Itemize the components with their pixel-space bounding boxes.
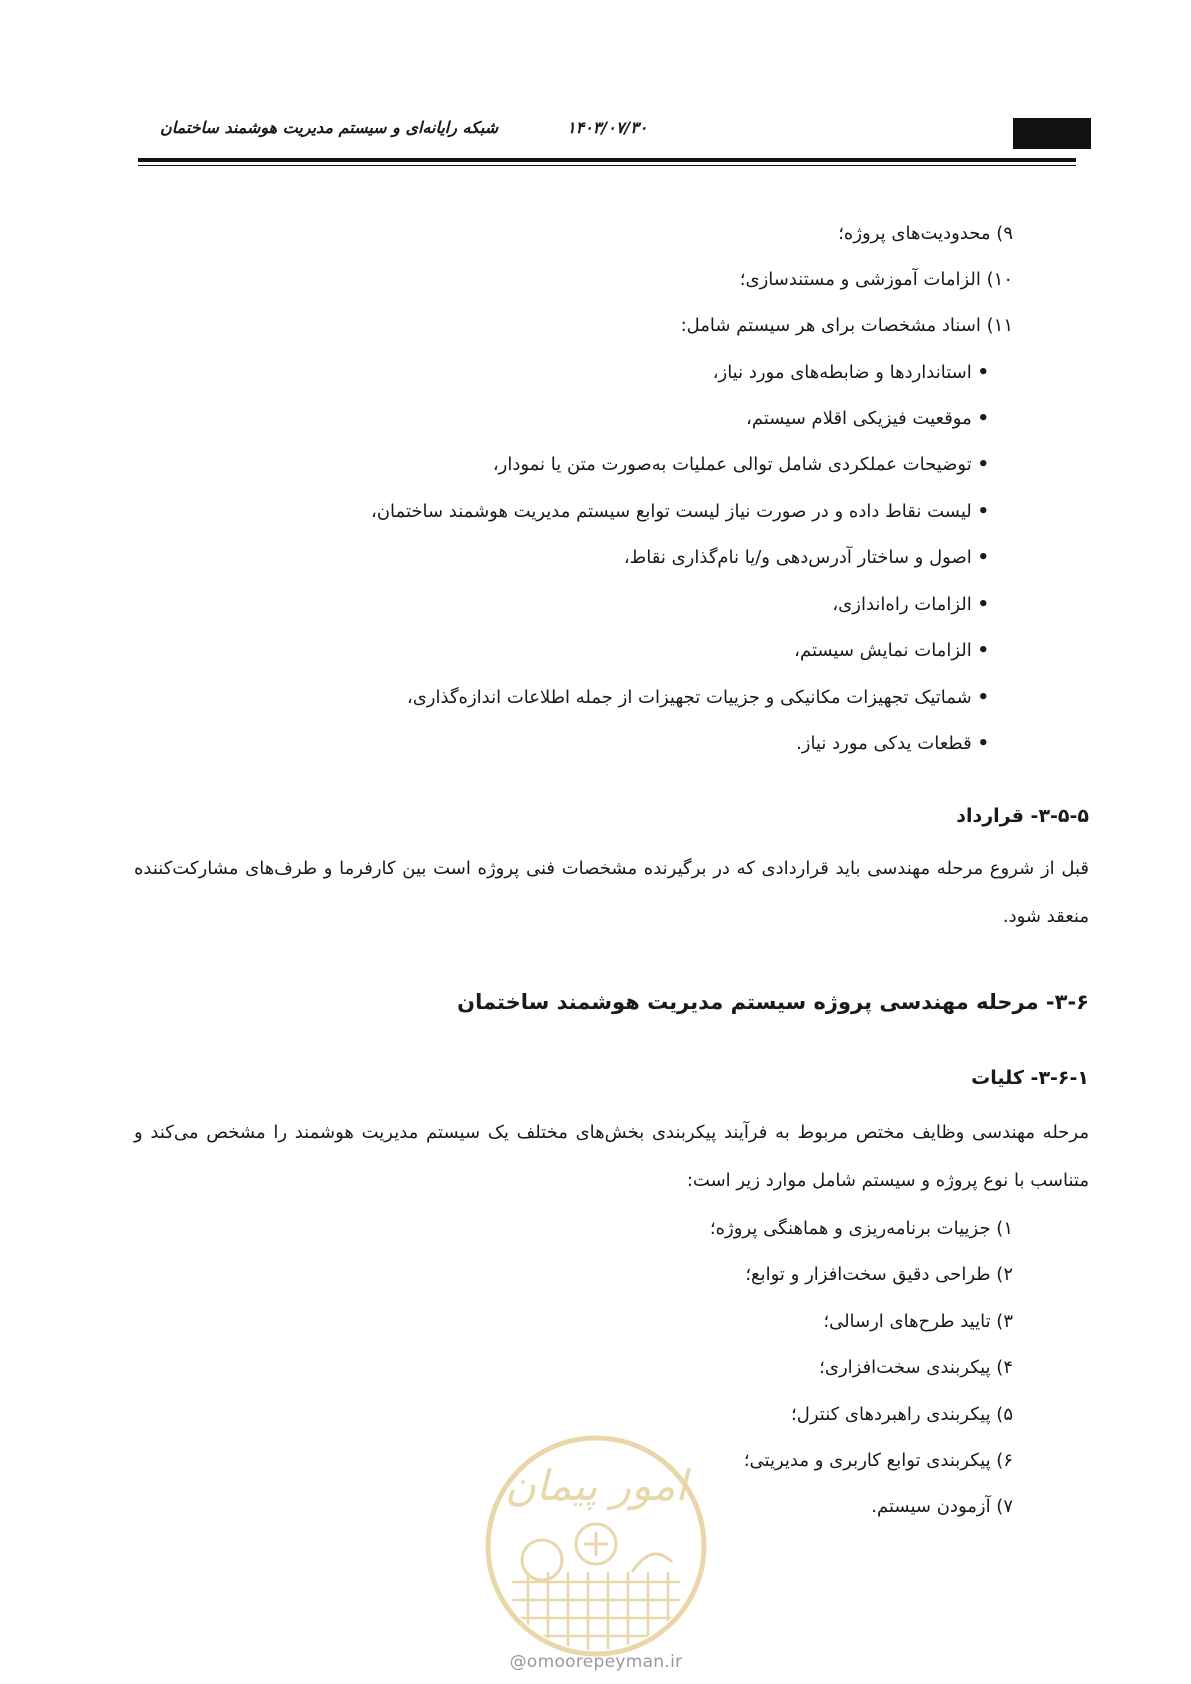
bullet-item — [746, 406, 989, 432]
seal-text: امور پیمان — [505, 1461, 687, 1510]
list-item: ۱۰) الزامات آموزشی و مستندسازی؛ — [739, 269, 1013, 290]
bullet-text: شماتیک تجهیزات مکانیکی و جزییات تجهیزات از جمله اطلاعات اندازه‌گذاری، — [406, 687, 972, 708]
header-date: ۱۴۰۳/۰۷/۳۰ — [567, 118, 648, 137]
bullet-icon: • — [977, 733, 989, 754]
watermark-url: @omoorepeyman.ir — [509, 1652, 683, 1672]
bullet-icon: • — [977, 501, 989, 522]
bullet-icon: • — [977, 454, 989, 475]
bullet-item — [407, 685, 989, 711]
bullet-item — [794, 638, 989, 664]
bullet-text: الزامات راه‌اندازی، — [832, 594, 972, 615]
bullet-icon: • — [977, 408, 989, 429]
bullet-item — [832, 592, 989, 618]
bullet-text: استانداردها و ضابطه‌های مورد نیاز، — [712, 362, 972, 383]
list-item: ۹) محدودیت‌های پروژه؛ — [838, 223, 1013, 244]
bullet-icon: • — [977, 687, 989, 708]
list-item: ۳) تایید طرح‌های ارسالی؛ — [823, 1311, 1013, 1332]
list-item: ۷) آزمودن سیستم. — [871, 1496, 1013, 1517]
bullet-text: قطعات یدکی مورد نیاز. — [796, 733, 972, 754]
section-heading: ۳-۶-۱- کلیات — [971, 1067, 1089, 1089]
list-item: ۵) پیکربندی راهبردهای کنترل؛ — [791, 1404, 1013, 1425]
bullet-text: الزامات نمایش سیستم، — [794, 640, 972, 661]
bullet-icon: • — [977, 594, 989, 615]
omoorepeyman-seal-icon — [482, 1432, 710, 1660]
bullet-text: لیست نقاط داده و در صورت نیاز لیست توابع سیستم مدیریت هوشمند ساختمان، — [371, 501, 972, 522]
bullet-text: موقعیت فیزیکی اقلام سیستم، — [746, 408, 972, 429]
header-rule-thin — [138, 165, 1076, 166]
bullet-icon: • — [977, 547, 989, 568]
bullet-item — [493, 452, 989, 478]
list-item: ۱) جزییات برنامه‌ریزی و هماهنگی پروژه؛ — [709, 1218, 1013, 1239]
section-heading: ۳-۵-۵- قرارداد — [956, 805, 1089, 827]
bullet-item — [713, 360, 989, 386]
bullet-item — [371, 499, 989, 525]
header-title: شبکه رایانه‌ای و سیستم مدیریت هوشمند ساختمان — [160, 118, 499, 137]
list-item: ۱۱) اسناد مشخصات برای هر سیستم شامل: — [680, 315, 1013, 336]
list-item: ۲) طراحی دقیق سخت‌افزار و توابع؛ — [745, 1264, 1013, 1285]
bullet-text: توضیحات عملکردی شامل توالی عملیات به‌صورت متن یا نمودار، — [492, 454, 972, 475]
list-item: ۴) پیکربندی سخت‌افزاری؛ — [819, 1357, 1013, 1378]
chapter-heading: ۳-۶- مرحله مهندسی پروژه سیستم مدیریت هوشمند ساختمان — [457, 990, 1089, 1014]
section-paragraph: قبل از شروع مرحله مهندسی باید قراردادی که در برگیرنده مشخصات فنی پروژه است بین کارفرما و طرف‌های مشارکت‌کننده منعقد شود. — [134, 858, 1089, 927]
bullet-item — [796, 731, 989, 757]
list-item: ۶) پیکربندی توابع کاربری و مدیریتی؛ — [743, 1450, 1013, 1471]
bullet-icon: • — [977, 362, 989, 383]
header-page-box — [1013, 118, 1091, 149]
section-paragraph: مرحله مهندسی وظایف مختص مربوط به فرآیند پیکربندی بخش‌های مختلف یک سیستم مدیریت هوشمند را مشخص می‌کند و متناسب با نوع پروژه و سیستم شامل موارد زیر است: — [134, 1122, 1089, 1191]
header-rule-thick — [138, 158, 1076, 162]
bullet-item — [624, 545, 989, 571]
bullet-text: اصول و ساختار آدرس‌دهی و/یا نام‌گذاری نقاط، — [623, 547, 972, 568]
bullet-icon: • — [977, 640, 989, 661]
